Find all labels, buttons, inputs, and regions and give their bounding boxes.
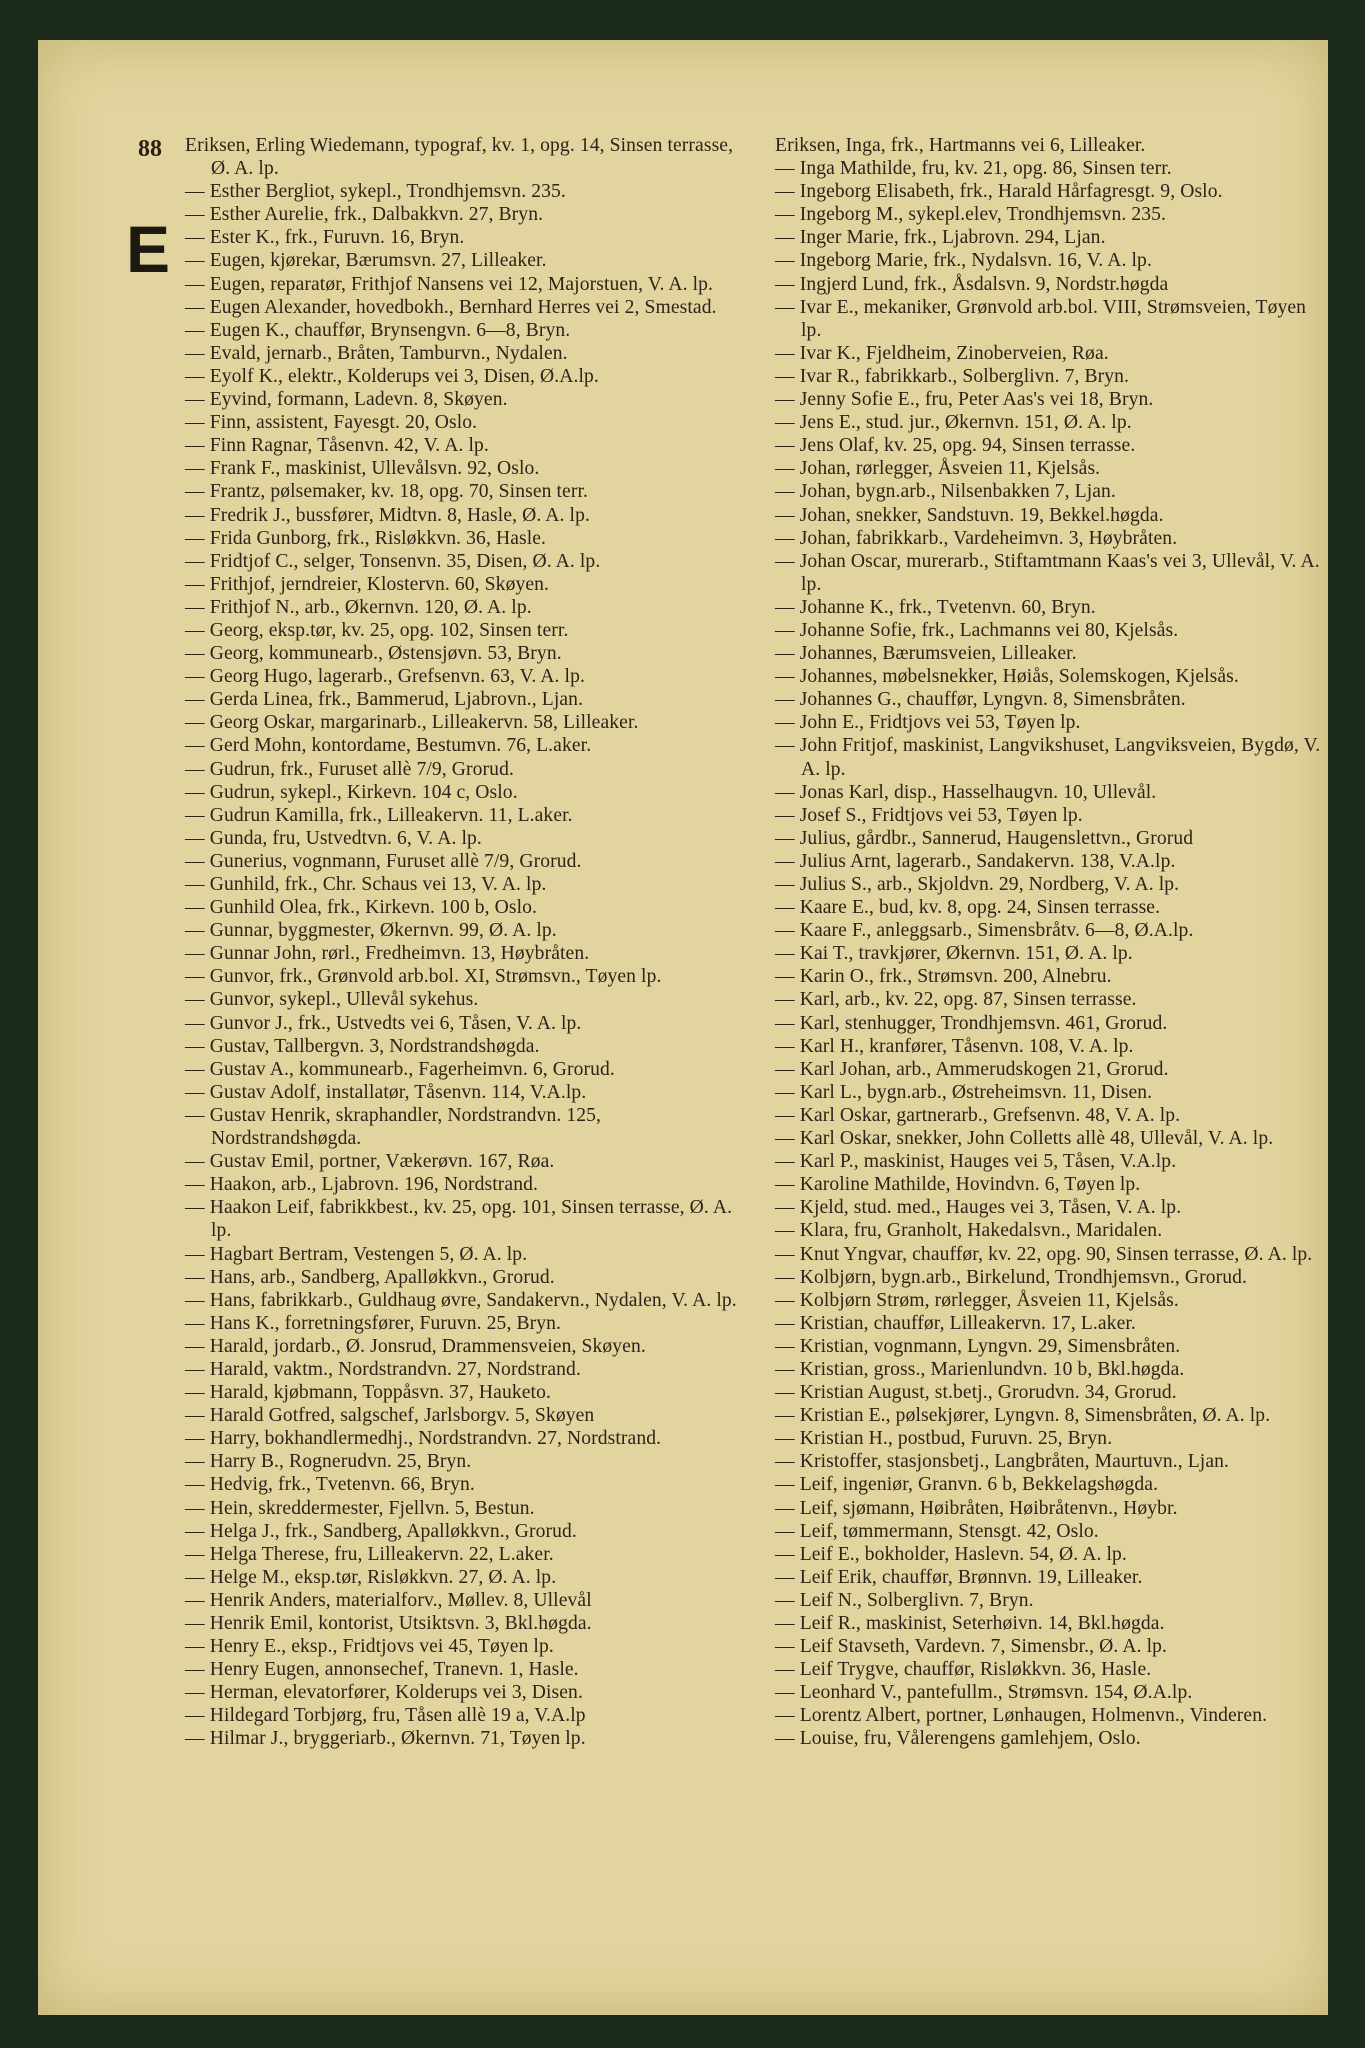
directory-entry: — Georg, eksp.tør, kv. 25, opg. 102, Sinsen terr. [185,619,569,641]
directory-entry: — Harry, bokhandlermedhj., Nordstrandvn. 27, Nordstrand. [185,1428,662,1450]
directory-entry: — Leif, tømmermann, Stensgt. 42, Oslo. [775,1520,1099,1542]
directory-entry: — Kristian H., postbud, Furuvn. 25, Bryn. [775,1428,1113,1450]
directory-entry: — Jens Olaf, kv. 25, opg. 94, Sinsen terrasse. [775,435,1136,457]
directory-page [38,40,1328,2015]
directory-entry: — Ingeborg Marie, frk., Nydalsvn. 16, V. A. lp. [775,250,1152,272]
right-column [775,134,1330,1751]
directory-entry: — Gustav Emil, portner, Vækerøvn. 167, Røa. [185,1151,555,1173]
directory-entry: — Georg, kommunearb., Østensjøvn. 53, Bryn. [185,643,562,665]
directory-entry: — John Fritjof, maskinist, Langvikshuset, Langviksveien, Bygdø, V. A. lp. [775,735,1321,780]
directory-entry: — Eugen, kjørekar, Bærumsvn. 27, Lilleaker. [185,250,547,272]
directory-entry: — Karl L., bygn.arb., Østreheimsvn. 11, Disen. [775,1081,1153,1103]
directory-entry: — Helga Therese, fru, Lilleakervn. 22, L.aker. [185,1543,554,1565]
directory-entry: — Hedvig, frk., Tvetenvn. 66, Bryn. [185,1474,475,1496]
directory-entry: — Kristian E., pølsekjører, Lyngvn. 8, Simensbråten, Ø. A. lp. [775,1405,1271,1427]
directory-entry: — Kjeld, stud. med., Hauges vei 3, Tåsen, V. A. lp. [775,1197,1182,1219]
directory-entry: — Karl Johan, arb., Ammerudskogen 21, Grorud. [775,1058,1169,1080]
directory-entry: — Eyvind, formann, Ladevn. 8, Skøyen. [185,389,508,411]
directory-entry: — Leif, sjømann, Høibråten, Høibråtenvn., Høybr. [775,1497,1178,1519]
directory-entry: — Gunvor, frk., Grønvold arb.bol. XI, Strømsvn., Tøyen lp. [185,966,662,988]
directory-entry: — Johan, bygn.arb., Nilsenbakken 7, Ljan. [775,481,1116,503]
directory-entry: — Jens E., stud. jur., Økernvn. 151, Ø. A. lp. [775,412,1132,434]
directory-entry: — Eugen Alexander, hovedbokh., Bernhard Herres vei 2, Smestad. [185,296,717,318]
directory-entry: — Gunnar John, rørl., Fredheimvn. 13, Høybråten. [185,943,590,965]
directory-entry: — Karl P., maskinist, Hauges vei 5, Tåsen, V.A.lp. [775,1151,1177,1173]
directory-entry: — Hans, fabrikkarb., Guldhaug øvre, Sandakervn., Nydalen, V. A. lp. [185,1289,737,1311]
directory-entry: — Fredrik J., bussfører, Midtvn. 8, Hasle, Ø. A. lp. [185,504,590,526]
directory-entry: — Karin O., frk., Strømsvn. 200, Alnebru. [775,966,1112,988]
directory-entry: — Frantz, pølsemaker, kv. 18, opg. 70, Sinsen terr. [185,481,589,503]
directory-entry: — Harald, jordarb., Ø. Jonsrud, Drammensveien, Skøyen. [185,1335,646,1357]
directory-entry: — Gustav, Tallbergvn. 3, Nordstrandshøgda. [185,1035,540,1057]
directory-entry: — Leif, ingeniør, Granvn. 6 b, Bekkelagshøgda. [775,1474,1159,1496]
directory-entry: — Harry B., Rognerudvn. 25, Bryn. [185,1451,472,1473]
directory-entry: — Hildegard Torbjørg, fru, Tåsen allè 19 a, V.A.lp [185,1705,586,1727]
section-letter: E [126,212,171,286]
directory-entry: — Johannes G., chauffør, Lyngvn. 8, Simensbråten. [775,689,1186,711]
directory-entry: — Julius, gårdbr., Sannerud, Haugenslettvn., Grorud [775,827,1194,849]
directory-entry: — Karl Oskar, snekker, John Colletts allè 48, Ullevål, V. A. lp. [775,1128,1274,1150]
directory-entry: — Leif E., bokholder, Haslevn. 54, Ø. A. lp. [775,1543,1127,1565]
directory-entry: — Evald, jernarb., Bråten, Tamburvn., Nydalen. [185,342,568,364]
directory-entry: — Harald, vaktm., Nordstrandvn. 27, Nordstrand. [185,1358,581,1380]
directory-entry: — Julius Arnt, lagerarb., Sandakervn. 138, V.A.lp. [775,850,1176,872]
directory-entry: — Gerd Mohn, kontordame, Bestumvn. 76, L.aker. [185,735,592,757]
directory-entry: — Johan Oscar, murerarb., Stiftamtmann Kaas's vei 3, Ullevål, V. A. lp. [775,550,1320,595]
directory-entry: — Kristian, gross., Marienlundvn. 10 b, Bkl.høgda. [775,1358,1185,1380]
directory-entry: — Hilmar J., bryggeriarb., Økernvn. 71, Tøyen lp. [185,1728,586,1750]
directory-entry: — Johannes, Bærumsveien, Lilleaker. [775,643,1077,665]
directory-entry: Eriksen, Inga, frk., Hartmanns vei 6, Lilleaker. [775,135,1146,156]
directory-entry: — Kaare E., bud, kv. 8, opg. 24, Sinsen terrasse. [775,897,1161,919]
directory-entry: — Gudrun, frk., Furuset allè 7/9, Grorud. [185,758,514,780]
directory-entry: — Helga J., frk., Sandberg, Apalløkkvn., Grorud. [185,1520,577,1542]
left-column [185,134,742,1751]
directory-entry: — Kristoffer, stasjonsbetj., Langbråten, Maurtuvn., Ljan. [775,1451,1230,1473]
directory-entry: — Johan, fabrikkarb., Vardeheimvn. 3, Høybråten. [775,527,1178,549]
directory-entry: — Ester K., frk., Furuvn. 16, Bryn. [185,227,465,249]
directory-entry: — Kolbjørn, bygn.arb., Birkelund, Trondhjemsvn., Grorud. [775,1266,1248,1288]
directory-entry: — Johanne K., frk., Tvetenvn. 60, Bryn. [775,596,1096,618]
directory-entry: — Kolbjørn Strøm, rørlegger, Åsveien 11, Kjelsås. [775,1289,1179,1311]
directory-entry: — Eyolf K., elektr., Kolderups vei 3, Disen, Ø.A.lp. [185,365,599,387]
directory-entry: — Knut Yngvar, chauffør, kv. 22, opg. 90, Sinsen terrasse, Ø. A. lp. [775,1243,1313,1265]
directory-entry: — Kaare F., anleggsarb., Simensbråtv. 6—8, Ø.A.lp. [775,920,1194,942]
directory-entry: — Gerda Linea, frk., Bammerud, Ljabrovn., Ljan. [185,689,584,711]
directory-entry: — Frida Gunborg, frk., Risløkkvn. 36, Hasle. [185,527,547,549]
directory-entry: — Esther Bergliot, sykepl., Trondhjemsvn. 235. [185,181,566,203]
directory-entry: — Gunnar, byggmester, Økernvn. 99, Ø. A. lp. [185,920,557,942]
directory-entry: — Harald, kjøbmann, Toppåsvn. 37, Hauketo. [185,1382,551,1404]
directory-entry: — Ingeborg M., sykepl.elev, Trondhjemsvn. 235. [775,204,1167,226]
directory-entry: — Klara, fru, Granholt, Hakedalsvn., Maridalen. [775,1220,1163,1242]
directory-entry: — Johan, snekker, Sandstuvn. 19, Bekkel.høgda. [775,504,1164,526]
directory-entry: — Ivar R., fabrikkarb., Solberglivn. 7, Bryn. [775,365,1130,387]
directory-entry: — Esther Aurelie, frk., Dalbakkvn. 27, Bryn. [185,204,544,226]
directory-entry: — Inga Mathilde, fru, kv. 21, opg. 86, Sinsen terr. [775,158,1172,180]
directory-entry: — Finn Ragnar, Tåsenvn. 42, V. A. lp. [185,435,489,457]
directory-entry: — Ingeborg Elisabeth, frk., Harald Hårfagresgt. 9, Oslo. [775,181,1223,203]
directory-entry: — Eugen K., chauffør, Brynsengvn. 6—8, Bryn. [185,319,571,341]
directory-entry: — Gudrun, sykepl., Kirkevn. 104 c, Oslo. [185,781,518,803]
directory-entry: — Henrik Anders, materialforv., Møllev. 8, Ullevål [185,1589,592,1611]
page-number: 88 [138,136,162,162]
directory-entry: — Karl, stenhugger, Trondhjemsvn. 461, Grorud. [775,1012,1168,1034]
directory-entry: — Karoline Mathilde, Hovindvn. 6, Tøyen lp. [775,1174,1141,1196]
directory-entry: — Henry Eugen, annonsechef, Tranevn. 1, Hasle. [185,1659,579,1681]
directory-entry: — Fridtjof C., selger, Tonsenvn. 35, Disen, Ø. A. lp. [185,550,601,572]
directory-entry: — Josef S., Fridtjovs vei 53, Tøyen lp. [775,804,1083,826]
directory-entry: — Harald Gotfred, salgschef, Jarlsborgv. 5, Skøyen [185,1405,595,1427]
directory-entry: — Frithjof, jerndreier, Klostervn. 60, Skøyen. [185,573,550,595]
directory-entry: — Hagbart Bertram, Vestengen 5, Ø. A. lp. [185,1243,528,1265]
directory-entry: — Leif N., Solberglivn. 7, Bryn. [775,1589,1034,1611]
directory-entry: — Leif Erik, chauffør, Brønnvn. 19, Lilleaker. [775,1566,1143,1588]
directory-entry: — Leif Trygve, chauffør, Risløkkvn. 36, Hasle. [775,1659,1152,1681]
directory-entry: — Louise, fru, Vålerengens gamlehjem, Oslo. [775,1728,1141,1750]
directory-entry: Eriksen, Erling Wiedemann, typograf, kv. 1, opg. 14, Sinsen terrasse, Ø. A. lp. [185,135,734,180]
directory-entry: — Kai T., travkjører, Økernvn. 151, Ø. A. lp. [775,943,1133,965]
directory-entry: — Lorentz Albert, portner, Lønhaugen, Holmenvn., Vinderen. [775,1705,1268,1727]
directory-entry: — Henry E., eksp., Fridtjovs vei 45, Tøyen lp. [185,1636,554,1658]
directory-entry: — Ivar E., mekaniker, Grønvold arb.bol. VIII, Strømsveien, Tøyen lp. [775,296,1307,341]
directory-entry: — Gudrun Kamilla, frk., Lilleakervn. 11, L.aker. [185,804,573,826]
directory-entry: — Gunda, fru, Ustvedtvn. 6, V. A. lp. [185,827,482,849]
directory-entry: — Karl, arb., kv. 22, opg. 87, Sinsen terrasse. [775,989,1137,1011]
directory-entry: — Herman, elevatorfører, Kolderups vei 3, Disen. [185,1682,583,1704]
directory-entry: — Gunerius, vognmann, Furuset allè 7/9, Grorud. [185,850,582,872]
directory-entry: — Gunhild Olea, frk., Kirkevn. 100 b, Oslo. [185,897,538,919]
directory-entry: — Haakon, arb., Ljabrovn. 196, Nordstrand. [185,1174,538,1196]
directory-entry: — Gustav Adolf, installatør, Tåsenvn. 114, V.A.lp. [185,1081,587,1103]
directory-entry: — Finn, assistent, Fayesgt. 20, Oslo. [185,412,478,434]
directory-entry: — Jenny Sofie E., fru, Peter Aas's vei 18, Bryn. [775,389,1154,411]
directory-entry: — Leif Stavseth, Vardevn. 7, Simensbr., Ø. A. lp. [775,1636,1168,1658]
directory-entry: — Gunvor J., frk., Ustvedts vei 6, Tåsen, V. A. lp. [185,1012,582,1034]
directory-entry: — Gunvor, sykepl., Ullevål sykehus. [185,989,479,1011]
directory-entry: — Ingjerd Lund, frk., Åsdalsvn. 9, Nordstr.høgda [775,273,1169,295]
directory-entry: — Frank F., maskinist, Ullevålsvn. 92, Oslo. [185,458,540,480]
directory-entry: — Karl Oskar, gartnerarb., Grefsenvn. 48, V. A. lp. [775,1104,1181,1126]
directory-entry: — Gustav A., kommunearb., Fagerheimvn. 6, Grorud. [185,1058,615,1080]
directory-entry: — Johan, rørlegger, Åsveien 11, Kjelsås. [775,458,1101,480]
directory-entry: — Johanne Sofie, frk., Lachmanns vei 80, Kjelsås. [775,619,1179,641]
directory-entry: — Johannes, møbelsnekker, Høiås, Solemskogen, Kjelsås. [775,666,1239,688]
directory-entry: — Julius S., arb., Skjoldvn. 29, Nordberg, V. A. lp. [775,874,1180,895]
directory-entry: — Frithjof N., arb., Økernvn. 120, Ø. A. lp. [185,596,532,618]
directory-entry: — Hans K., forretningsfører, Furuvn. 25, Bryn. [185,1312,562,1334]
directory-entry: — Kristian August, st.betj., Grorudvn. 34, Grorud. [775,1382,1177,1404]
directory-entry: — Eugen, reparatør, Frithjof Nansens vei 12, Majorstuen, V. A. lp. [185,273,714,295]
directory-entry: — Gustav Henrik, skraphandler, Nordstrandvn. 125, Nordstrandshøgda. [185,1104,602,1150]
directory-entry: — Leif R., maskinist, Seterhøivn. 14, Bkl.høgda. [775,1613,1165,1634]
directory-entry: — Kristian, vognmann, Lyngvn. 29, Simensbråten. [775,1335,1181,1357]
directory-entry: — Georg Hugo, lagerarb., Grefsenvn. 63, V. A. lp. [185,666,585,688]
directory-entry: — Helge M., eksp.tør, Risløkkvn. 27, Ø. A. lp. [185,1566,557,1588]
directory-entry: — Georg Oskar, margarinarb., Lilleakervn. 58, Lilleaker. [185,712,639,734]
directory-entry: — Leonhard V., pantefullm., Strømsvn. 154, Ø.A.lp. [775,1682,1193,1704]
directory-entry: — Kristian, chauffør, Lilleakervn. 17, L.aker. [775,1312,1136,1334]
directory-entry: — Inger Marie, frk., Ljabrovn. 294, Ljan. [775,227,1106,249]
directory-entry: — Henrik Emil, kontorist, Utsiktsvn. 3, Bkl.høgda. [185,1613,592,1634]
directory-entry: — Hein, skreddermester, Fjellvn. 5, Bestun. [185,1497,535,1519]
directory-entry: — Gunhild, frk., Chr. Schaus vei 13, V. A. lp. [185,874,547,895]
directory-entry: — Hans, arb., Sandberg, Apalløkkvn., Grorud. [185,1266,555,1288]
directory-entry: — Ivar K., Fjeldheim, Zinoberveien, Røa. [775,342,1109,364]
directory-entry: — John E., Fridtjovs vei 53, Tøyen lp. [775,712,1081,734]
directory-entry: — Haakon Leif, fabrikkbest., kv. 25, opg. 101, Sinsen terrasse, Ø. A. lp. [185,1197,733,1242]
directory-entry: — Karl H., kranfører, Tåsenvn. 108, V. A. lp. [775,1035,1134,1057]
directory-entry: — Jonas Karl, disp., Hasselhaugvn. 10, Ullevål. [775,781,1157,803]
